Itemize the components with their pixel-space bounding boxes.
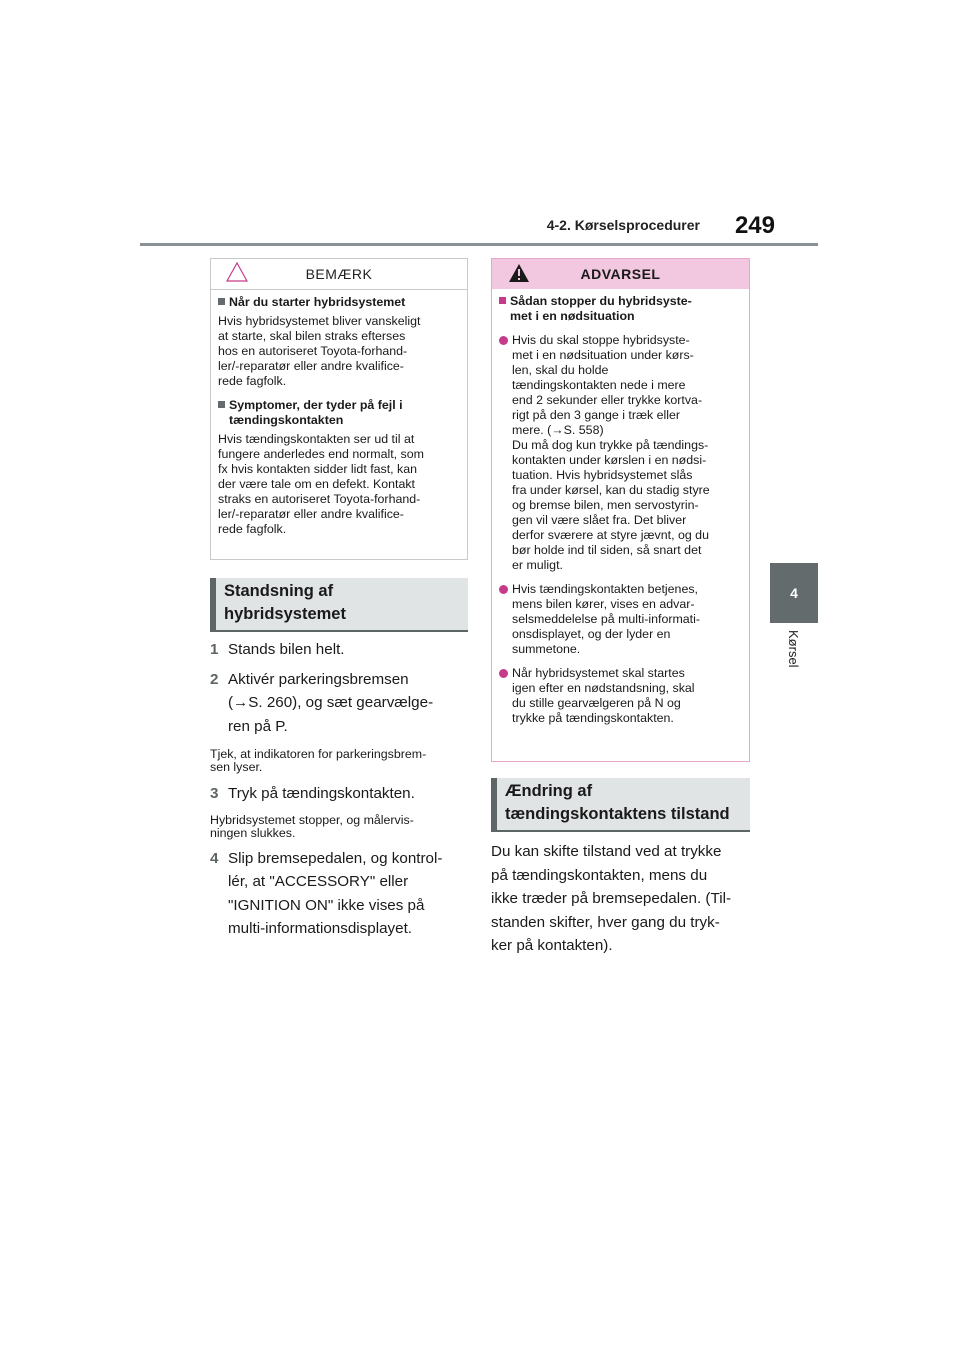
chapter-label-container (772, 628, 818, 688)
section-heading-ignition-mode: Ændring af tændingskontaktens tilstand (491, 778, 750, 832)
notice-paragraph-2: Hvis tændingskontakten ser ud til at fungere anderledes end normalt, som fx hvis kontakten sidder lidt fast, kan der være tale om en defekt. Kontakt straks en autoriseret Toyota-forhand- ler/-reparatør eller andre kvalifice- rede fagfolk. (218, 432, 424, 536)
circle-bullet-icon (499, 669, 508, 678)
chapter-label: Kørsel (786, 630, 801, 668)
warning-subheading: Sådan stopper du hybridsyste- met i en nødsituation (499, 294, 741, 324)
step-item: 2 Aktivér parkeringsbremsen (→S. 260), og sæt gearvælge- ren på P. (210, 670, 434, 735)
notice-subheading-1: Når du starter hybridsystemet (218, 295, 459, 310)
chapter-number: 4 (790, 585, 798, 601)
section2-paragraph: Du kan skifte tilstand ved at trykke på tændingskontakten, mens du ikke træder på bremsepedalen. (Til- standen skifter, hver gang du tryk- ker på kontakten). (491, 843, 732, 954)
page-number: 249 (734, 212, 775, 239)
notice-title: BEMÆRK (305, 266, 373, 282)
step-item: 3 Tryk på tændingskontakten. (210, 785, 415, 802)
square-bullet-icon (218, 298, 225, 305)
warning-header (492, 259, 749, 289)
running-header-section: 4-2. Kørselsprocedurer (546, 217, 700, 233)
warning-title: ADVARSEL (580, 266, 661, 282)
warning-triangle-icon (508, 263, 530, 283)
chapter-tab (770, 563, 818, 623)
notice-body (211, 290, 467, 537)
square-bullet-icon (218, 401, 225, 408)
step-item: 4 Slip bremsepedalen, og kontrol- lér, at "ACCESSORY" eller "IGNITION ON" ikke vises på multi-informationsdisplayet. (210, 849, 443, 937)
warning-bullet: Hvis du skal stoppe hybridsyste- met i en nødsituation under kørs- len, skal du holde tændingskontakten nede i mere end 2 sekunder eller trykke kortva- rigt på den 3 gange i træk eller mere. (→S. 558) Du må dog kun trykke på tændings- kontakten under kørslen i en nødsi- tuation. Hvis hybridsystemet slås fra under kørsel, kan du stadig styre og bremse bilen, men servostyrin- gen vil være slået fra. Det bliver derfor sværere at styre jævnt, og du bør holde ind til siden, så snart det er muligt. (499, 333, 741, 573)
notice-subheading-2: Symptomer, der tyder på fejl i tændingskontakten (218, 398, 459, 428)
step-list (210, 638, 472, 941)
header-rule (140, 243, 818, 246)
step-note: Hybridsystemet stopper, og målervis- ningen slukkes. (210, 812, 414, 840)
warning-body (492, 289, 749, 726)
caution-triangle-icon (226, 262, 248, 282)
warning-box (491, 258, 750, 762)
warning-bullet: Når hybridsystemet skal startes igen efter en nødstandsning, skal du stille gearvælgeren på N og trykke på tændingskontakten. (499, 666, 741, 726)
square-bullet-icon (499, 297, 506, 304)
notice-box (210, 258, 468, 560)
circle-bullet-icon (499, 336, 508, 345)
notice-header (211, 259, 467, 290)
warning-bullet: Hvis tændingskontakten betjenes, mens bilen kører, vises en advar- selsmeddelelse på multi-informati- onsdisplayet, og der lyder en summetone. (499, 582, 741, 657)
circle-bullet-icon (499, 585, 508, 594)
step-note: Tjek, at indikatoren for parkeringsbrem- sen lyser. (210, 747, 427, 774)
step-item: 1 Stands bilen helt. (210, 641, 345, 658)
section-heading-stopping: Standsning af hybridsystemet (210, 578, 468, 632)
notice-paragraph-1: Hvis hybridsystemet bliver vanskeligt at starte, skal bilen straks efterses hos en autoriseret Toyota-forhand- ler/-reparatør eller andre kvalifice- rede fagfolk. (218, 314, 421, 388)
